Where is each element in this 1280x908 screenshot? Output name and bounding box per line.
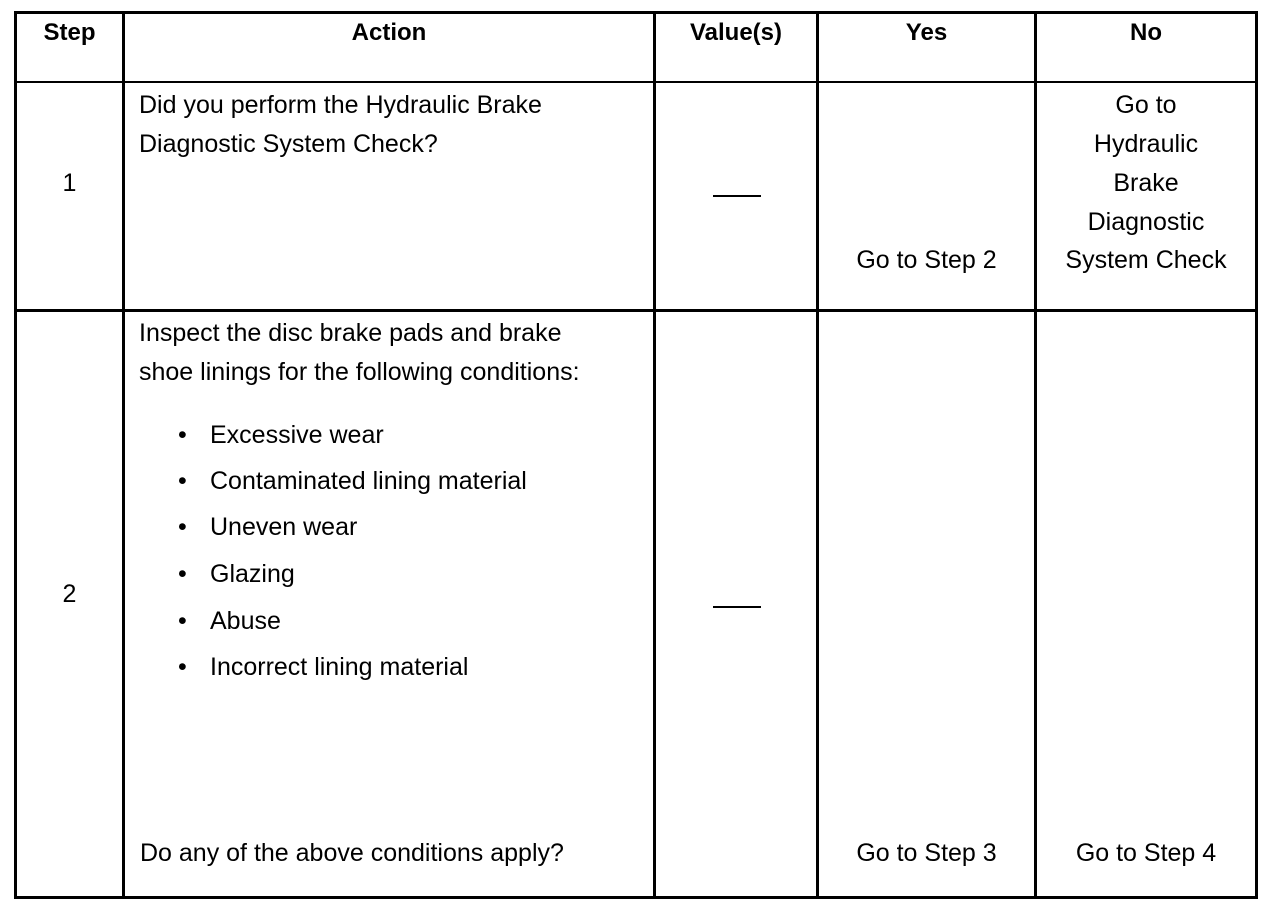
table-border-left bbox=[14, 11, 17, 899]
row1-no-line: Go to bbox=[1115, 91, 1177, 119]
row1-no-line: System Check bbox=[1065, 246, 1227, 274]
row1-yes: Go to Step 2 bbox=[856, 246, 997, 274]
row1-step-number: 1 bbox=[62, 169, 77, 197]
column-divider-step bbox=[122, 11, 125, 899]
row2-yes: Go to Step 3 bbox=[856, 839, 997, 867]
header-step: Step bbox=[43, 19, 96, 46]
condition-text: Contaminated lining material bbox=[210, 467, 527, 495]
row1-no-line: Brake bbox=[1113, 169, 1179, 197]
condition-text: Abuse bbox=[210, 607, 281, 635]
row1-action-line: Diagnostic System Check? bbox=[139, 130, 438, 158]
table-border-right bbox=[1255, 11, 1258, 899]
bullet-icon: • bbox=[178, 421, 187, 449]
condition-text: Glazing bbox=[210, 560, 295, 588]
header-action: Action bbox=[351, 19, 427, 46]
row2-values-dash bbox=[713, 606, 761, 608]
header-divider bbox=[14, 81, 1258, 83]
header-no: No bbox=[1130, 19, 1162, 46]
condition-text: Uneven wear bbox=[210, 513, 358, 541]
row2-step-number: 2 bbox=[62, 580, 77, 608]
row2-question: Do any of the above conditions apply? bbox=[140, 839, 564, 867]
bullet-icon: • bbox=[178, 653, 187, 681]
condition-text: Excessive wear bbox=[210, 421, 384, 449]
bullet-icon: • bbox=[178, 607, 187, 635]
bullet-icon: • bbox=[178, 467, 187, 495]
row1-action-line: Did you perform the Hydraulic Brake bbox=[139, 91, 542, 119]
column-divider-values bbox=[816, 11, 819, 899]
row2-action-line: Inspect the disc brake pads and brake bbox=[139, 319, 562, 347]
table-border-bottom bbox=[14, 896, 1258, 899]
header-yes: Yes bbox=[905, 19, 948, 46]
header-values: Value(s) bbox=[689, 19, 783, 46]
row-divider bbox=[14, 309, 1258, 312]
row2-no: Go to Step 4 bbox=[1075, 839, 1217, 867]
row2-action-line: shoe linings for the following conditions: bbox=[139, 358, 580, 386]
bullet-icon: • bbox=[178, 560, 187, 588]
row1-no-line: Diagnostic bbox=[1087, 208, 1205, 236]
table-border-top bbox=[14, 11, 1258, 14]
row1-values-dash bbox=[713, 195, 761, 197]
row1-no-line: Hydraulic bbox=[1093, 130, 1199, 158]
column-divider-action bbox=[653, 11, 656, 899]
condition-text: Incorrect lining material bbox=[210, 653, 469, 681]
bullet-icon: • bbox=[178, 513, 187, 541]
